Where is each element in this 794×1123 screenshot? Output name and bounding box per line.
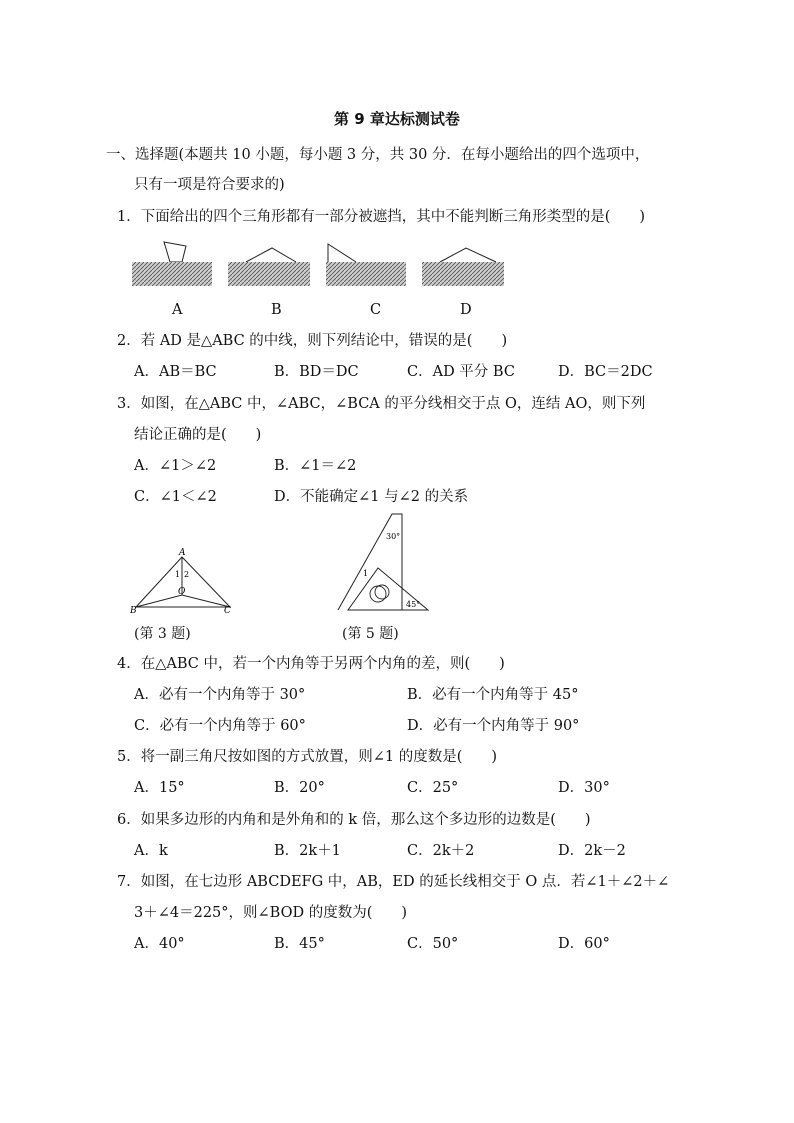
q1-figure-b bbox=[228, 248, 310, 286]
q1-label-d: D bbox=[460, 302, 472, 318]
q1-b-triangle-top bbox=[246, 248, 296, 262]
q6-option-a: A．k bbox=[134, 843, 168, 859]
q1-figure-d bbox=[422, 248, 504, 286]
section-heading-line2: 只有一项是符合要求的) bbox=[134, 177, 285, 193]
question-3-stem-line1: 3．如图，在△ABC 中，∠ABC，∠BCA 的平分线相交于点 O，连结 AO，则下列 bbox=[117, 396, 646, 412]
q3-triangle-abc bbox=[136, 557, 230, 607]
q5-label-1: 1 bbox=[363, 569, 369, 578]
q4-option-d: D．必有一个内角等于 90° bbox=[407, 718, 580, 734]
q1-label-c: C bbox=[370, 302, 382, 318]
q5-figure-caption: (第 5 题) bbox=[342, 626, 399, 642]
question-7-stem-line1: 7．如图，在七边形 ABCDEFG 中，AB，ED 的延长线相交于 O 点．若∠1＋∠2＋∠ bbox=[117, 874, 670, 890]
q3-label-1: 1 bbox=[175, 570, 181, 579]
q1-figure-c bbox=[326, 244, 406, 286]
q1-figure-a bbox=[132, 242, 212, 286]
q1-figures bbox=[128, 234, 508, 290]
q2-option-a: A．AB＝BC bbox=[134, 364, 217, 380]
q5-hole-1 bbox=[370, 586, 386, 602]
q4-option-c: C．必有一个内角等于 60° bbox=[134, 718, 306, 734]
question-5-stem: 5．将一副三角尺按如图的方式放置，则∠1 的度数是( ) bbox=[117, 749, 498, 765]
q1-label-b: B bbox=[271, 302, 282, 318]
q3-figure bbox=[128, 544, 240, 616]
q4-option-a: A．必有一个内角等于 30° bbox=[134, 687, 306, 703]
q7-option-b: B．45° bbox=[274, 936, 325, 952]
q7-option-c: C．50° bbox=[407, 936, 459, 952]
q5-option-d: D．30° bbox=[558, 780, 610, 796]
q1-d-triangle-top bbox=[440, 248, 496, 262]
q4-option-b: B．必有一个内角等于 45° bbox=[407, 687, 579, 703]
q2-option-d: D．BC＝2DC bbox=[558, 364, 653, 380]
q1-c-hatch-cover bbox=[326, 262, 406, 286]
q3-option-b: B．∠1＝∠2 bbox=[274, 458, 357, 474]
q7-option-a: A．40° bbox=[134, 936, 185, 952]
q5-figure bbox=[330, 512, 442, 616]
q3-figure-caption: (第 3 题) bbox=[134, 626, 191, 642]
question-3-stem-line2: 结论正确的是( ) bbox=[134, 427, 262, 443]
q3-option-d: D．不能确定∠1 与∠2 的关系 bbox=[274, 489, 469, 505]
q6-option-c: C．2k＋2 bbox=[407, 843, 475, 859]
q5-label-45: 45° bbox=[406, 600, 421, 609]
q6-option-b: B．2k＋1 bbox=[274, 843, 341, 859]
q5-option-c: C．25° bbox=[407, 780, 459, 796]
question-7-stem-line2: 3＋∠4＝225°，则∠BOD 的度数为( ) bbox=[134, 905, 408, 921]
q3-label-a: A bbox=[179, 548, 186, 558]
q5-option-b: B．20° bbox=[274, 780, 325, 796]
q3-label-c: C bbox=[224, 606, 231, 616]
q1-b-hatch-cover bbox=[228, 262, 310, 286]
q3-label-b: B bbox=[130, 606, 137, 616]
question-2-stem: 2．若 AD 是△ABC 的中线，则下列结论中，错误的是( ) bbox=[117, 333, 508, 349]
q6-option-d: D．2k－2 bbox=[558, 843, 626, 859]
q5-option-a: A．15° bbox=[134, 780, 185, 796]
q1-a-triangle-top bbox=[164, 242, 186, 262]
q1-a-hatch-cover bbox=[132, 262, 212, 286]
question-4-stem: 4．在△ABC 中，若一个内角等于另两个内角的差，则( ) bbox=[117, 656, 505, 672]
q5-label-30: 30° bbox=[386, 532, 401, 541]
q7-option-d: D．60° bbox=[558, 936, 610, 952]
q1-label-a: A bbox=[172, 302, 183, 318]
q3-option-a: A．∠1＞∠2 bbox=[134, 458, 217, 474]
q3-option-c: C．∠1＜∠2 bbox=[134, 489, 217, 505]
q2-option-c: C．AD 平分 BC bbox=[407, 364, 515, 380]
page-title: 第 9 章达标测试卷 bbox=[334, 110, 460, 128]
section-heading-line1: 一、选择题(本题共 10 小题，每小题 3 分，共 30 分．在每小题给出的四个选项中， bbox=[106, 147, 650, 163]
question-1-stem: 1．下面给出的四个三角形都有一部分被遮挡，其中不能判断三角形类型的是( ) bbox=[117, 209, 646, 225]
q1-d-hatch-cover bbox=[422, 262, 504, 286]
q2-option-b: B．BD＝DC bbox=[274, 364, 359, 380]
q3-label-o: O bbox=[178, 587, 186, 597]
q1-c-triangle-top bbox=[328, 244, 356, 262]
question-6-stem: 6．如果多边形的内角和是外角和的 k 倍，那么这个多边形的边数是( ) bbox=[117, 812, 591, 828]
q3-label-2: 2 bbox=[184, 570, 190, 579]
